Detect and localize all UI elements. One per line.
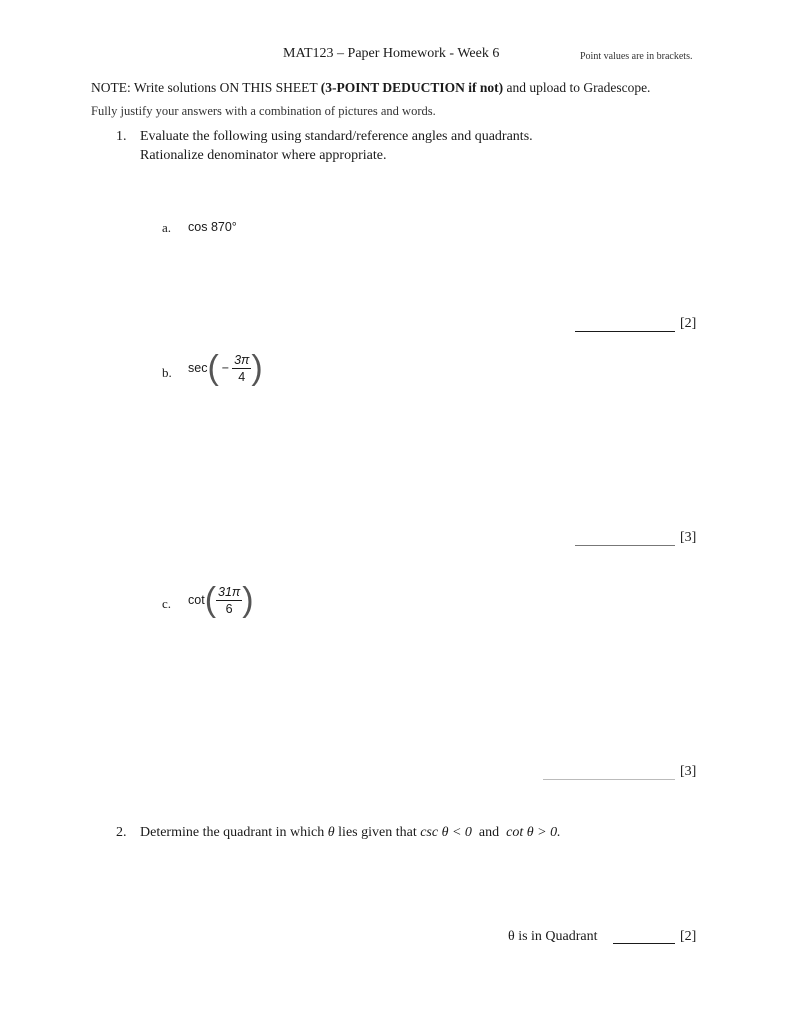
right-paren: ) (251, 349, 263, 387)
right-paren: ) (242, 581, 254, 619)
q2-prefix: Determine the quadrant in which (140, 825, 328, 840)
page-title: MAT123 – Paper Homework - Week 6 (283, 46, 500, 61)
part-b-func: sec (188, 361, 208, 375)
part-a-label: a. (162, 220, 172, 235)
left-paren: ( (204, 581, 217, 619)
theta-symbol: θ (327, 825, 335, 840)
point-values-note: Point values are in brackets. (580, 51, 693, 62)
part-c-func: cot (188, 593, 205, 607)
q2-and: and (478, 825, 500, 840)
part-a-answer-line[interactable] (575, 331, 675, 332)
part-a-arg: 870° (210, 220, 237, 234)
question-2-text (140, 825, 561, 841)
deduction-warning: (3-POINT DEDUCTION if not) (320, 80, 504, 95)
note-prefix: NOTE: Write solutions ON THIS SHEET (91, 80, 321, 95)
part-c-label: c. (162, 596, 172, 611)
quadrant-answer-label: θ is in Quadrant (508, 929, 598, 944)
justify-instruction: Fully justify your answers with a combination of pictures and words. (91, 104, 436, 118)
quadrant-answer-line[interactable] (613, 943, 675, 944)
part-c-fraction (216, 585, 242, 616)
part-b-expression (188, 351, 263, 385)
part-a-expression (188, 220, 237, 234)
question-2-number: 2. (116, 825, 127, 840)
part-c-numerator: 31π (218, 584, 241, 599)
part-c-answer-line[interactable] (543, 779, 675, 780)
condition-csc: csc θ < 0 (420, 825, 472, 840)
part-c-points: [3] (680, 764, 697, 779)
q2-mid: lies given that (334, 825, 421, 840)
part-c-expression (188, 583, 254, 617)
question-1-text: Evaluate the following using standard/reference angles and quadrants. (140, 129, 533, 144)
part-b-fraction (232, 353, 251, 384)
part-a-func: cos (188, 220, 208, 234)
part-b-sign: − (221, 361, 230, 375)
submission-note (91, 80, 650, 96)
question-1-number: 1. (116, 129, 127, 144)
question-2-points: [2] (680, 929, 697, 944)
left-paren: ( (207, 349, 219, 387)
part-c-denominator: 6 (225, 601, 233, 616)
part-a-points: [2] (680, 316, 697, 331)
note-suffix: and upload to Gradescope. (503, 80, 651, 95)
condition-cot: cot θ > 0. (506, 825, 561, 840)
part-b-denominator: 4 (238, 369, 246, 384)
part-b-answer-line[interactable] (575, 545, 675, 546)
part-b-label: b. (162, 365, 172, 380)
question-1-subtext: Rationalize denominator where appropriate. (140, 148, 387, 163)
part-b-numerator: 3π (234, 352, 250, 367)
part-b-points: [3] (680, 530, 697, 545)
